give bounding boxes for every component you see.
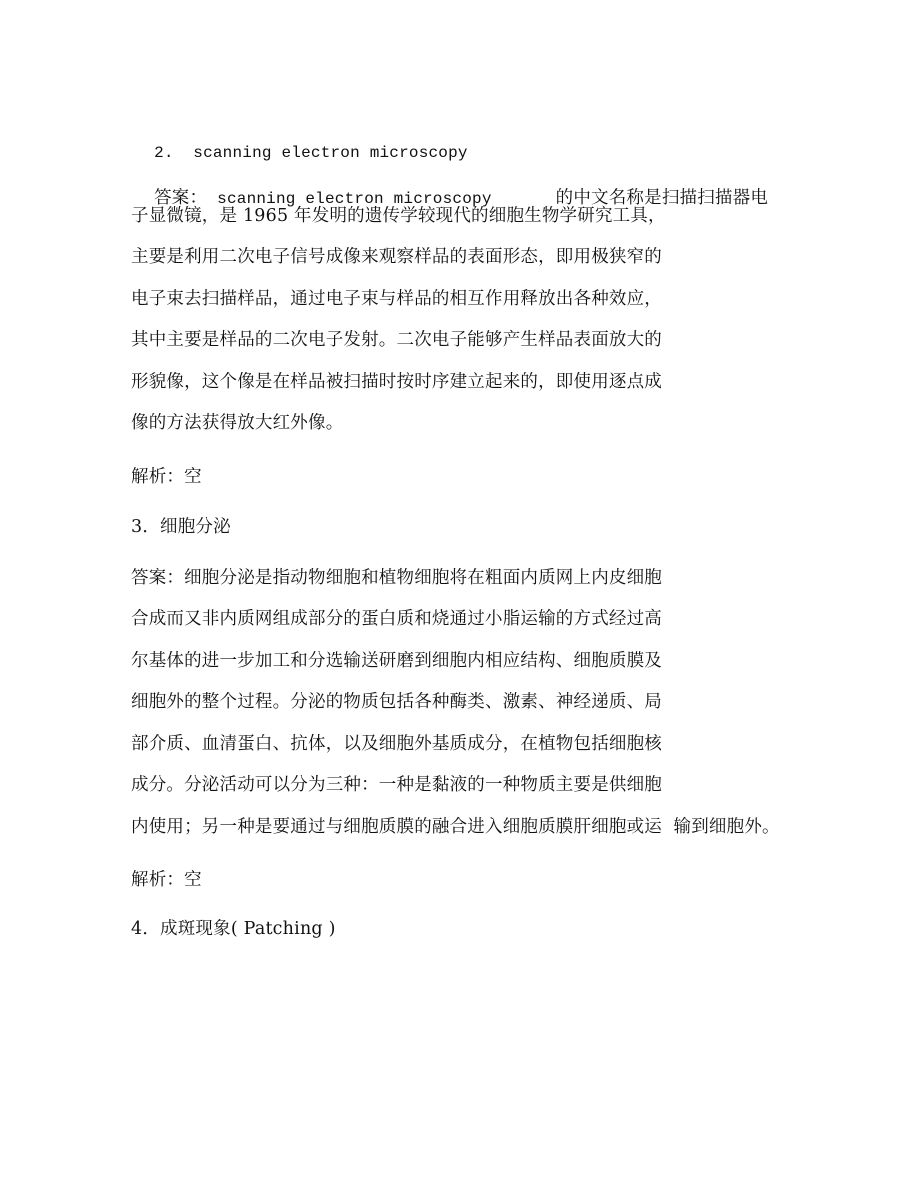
section-2-answer-line: 形貌像，这个像是在样品被扫描时按时序建立起来的，即使用逐点成 [131,372,662,392]
section-2-answer-line: 子显微镜，是 1965 年发明的遗传学较现代的细胞生物学研究工具， [131,206,666,226]
section-3-analysis: 解析：空 [131,870,202,890]
section-3-answer-line: 部介质、血清蛋白、抗体，以及细胞外基质成分，在植物包括细胞核 [131,734,662,754]
answer-line-1-rest: 的中文名称是扫描扫描器电 [555,188,769,208]
section-2-answer-line: 主要是利用二次电子信号成像来观察样品的表面形态，即用极狭窄的 [131,247,662,267]
section-3-answer-line: 答案：细胞分泌是指动物细胞和植物细胞将在粗面内质网上内皮细胞 [131,568,662,588]
section-2-heading-text: 2. scanning electron microscopy [154,144,468,162]
section-3-answer-line: 尔基体的进一步加工和分选输送研磨到细胞内相应结构、细胞质膜及 [131,651,662,671]
section-3-answer-line: 内使用；另一种是要通过与细胞质膜的融合进入细胞质膜肝细胞或运 输到细胞外。 [131,817,780,837]
section-3-answer-line: 细胞外的整个过程。分泌的物质包括各种酶类、激素、神经递质、局 [131,692,662,712]
answer-prefix: 答案： [154,188,208,208]
section-2-answer-line: 电子束去扫描样品，通过电子束与样品的相互作用释放出各种效应， [131,289,662,309]
section-3-answer-line: 合成而又非内质网组成部分的蛋白质和烧通过小脂运输的方式经过高 [131,609,662,629]
section-4-heading: 4．成斑现象( Patching ) [131,919,336,939]
section-3-heading: 3．细胞分泌 [131,517,231,537]
section-2-answer-line: 像的方法获得放大红外像。 [131,413,344,433]
section-2-analysis: 解析：空 [131,467,202,487]
section-3-answer-line: 成分。分泌活动可以分为三种：一种是黏液的一种物质主要是供细胞 [131,775,662,795]
answer-term: scanning electron microscopy [217,190,492,208]
section-2-answer-line: 其中主要是样品的二次电子发射。二次电子能够产生样品表面放大的 [131,330,662,350]
